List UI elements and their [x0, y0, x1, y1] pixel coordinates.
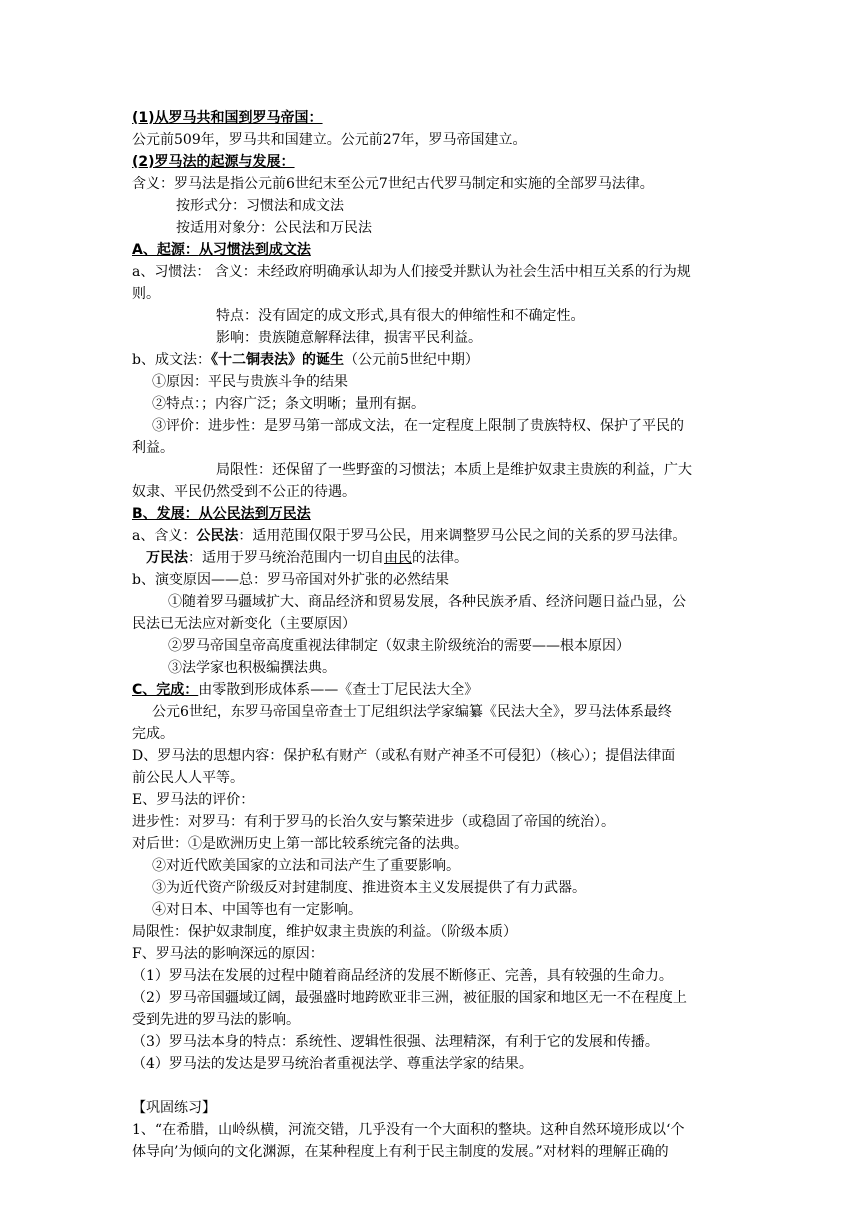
text-span: a、含义： [132, 528, 197, 544]
paragraph: 公元6世纪，东罗马帝国皇帝查士丁尼组织法学家编纂《民法大全》，罗马法体系最终 [152, 704, 672, 720]
paragraph: 局限性：还保留了一些野蛮的习惯法；本质上是维护奴隶主贵族的利益，广大 [216, 462, 692, 478]
question-text: 体导向’为倾向的文化渊源，在某种程度上有利于民主制度的发展。”对材料的理解正确的 [132, 1144, 669, 1160]
paragraph: b、演变原因——总：罗马帝国对外扩张的必然结果 [132, 572, 449, 588]
text-span: b、成文法： [132, 352, 211, 368]
text-span: 的法律。 [412, 550, 468, 566]
paragraph: ③法学家也积极编撰法典。 [168, 660, 336, 676]
paragraph: 按适用对象分：公民法和万民法 [176, 220, 372, 236]
paragraph-written-law [132, 349, 479, 371]
paragraph: F、罗马法的影响深远的原因： [132, 946, 324, 962]
paragraph: （4）罗马法的发达是罗马统治者重视法学、尊重法学家的结果。 [132, 1056, 533, 1072]
paragraph: D、罗马法的思想内容：保护私有财产（或私有财产神圣不可侵犯）（核心）；提倡法律面 [132, 748, 676, 764]
section-heading-rome: (1)从罗马共和国到罗马帝国： [132, 110, 323, 126]
subheading-completion [132, 679, 478, 701]
paragraph: 影响：贵族随意解释法律，损害平民利益。 [216, 330, 482, 346]
subheading-development [132, 503, 311, 525]
paragraph: ②特点：；内容广泛；条文明晰；量刑有据。 [152, 396, 425, 412]
paragraph: 按形式分：习惯法和成文法 [176, 198, 344, 214]
practice-heading: 【巩固练习】 [132, 1100, 216, 1116]
text-span: ：适用于罗马统治范围内一切自 [188, 550, 384, 566]
subheading-origin [132, 239, 311, 261]
subheading-text: 从公民法到万民法 [198, 506, 311, 522]
paragraph: 对后世：①是欧洲历史上第一部比较系统完备的法典。 [132, 836, 468, 852]
bold-span: 公民法 [196, 528, 239, 544]
paragraph: 利益。 [132, 440, 174, 456]
paragraph-gentium-law [146, 547, 468, 569]
paragraph: 民法已无法应对新变化（主要原因） [132, 616, 356, 632]
paragraph: ①原因：平民与贵族斗争的结果 [152, 374, 348, 390]
underlined-span: 由民 [384, 550, 412, 566]
text-span: （公元前5世纪中期） [343, 352, 479, 368]
paragraph: ②对近代欧美国家的立法和司法产生了重要影响。 [152, 858, 460, 874]
subheading-text: 由零散到形成体系——《查士丁尼民法大全》 [198, 682, 479, 698]
paragraph: （1）罗马法在发展的过程中随着商品经济的发展不断修正、完善，具有较强的生命力。 [132, 968, 673, 984]
paragraph: a、习惯法： 含义：未经政府明确承认却为人们接受并默认为社会生活中相互关系的行为规 [132, 264, 691, 280]
subheading-label: A、起源： [132, 242, 199, 258]
paragraph: ③为近代资产阶级反对封建制度、推进资本主义发展提供了有力武器。 [152, 880, 586, 896]
paragraph: 公元前509年，罗马共和国建立。公元前27年，罗马帝国建立。 [132, 132, 527, 148]
paragraph: 完成。 [132, 726, 174, 742]
paragraph: 奴隶、平民仍然受到不公正的待遇。 [132, 484, 356, 500]
paragraph: ②罗马帝国皇帝高度重视法律制定（奴隶主阶级统治的需要——根本原因） [168, 638, 630, 654]
paragraph: 进步性：对罗马：有利于罗马的长治久安与繁荣进步（或稳固了帝国的统治）。 [132, 814, 615, 830]
paragraph-civil-law [132, 525, 686, 547]
bold-span: 《十二铜表法》的诞生 [210, 352, 344, 368]
paragraph: （2）罗马帝国疆域辽阔，最强盛时地跨欧亚非三洲，被征服的国家和地区无一不在程度上 [132, 990, 687, 1006]
paragraph: 特点：没有固定的成文形式,具有很大的伸缩性和不确定性。 [216, 308, 585, 324]
paragraph: 受到先进的罗马法的影响。 [132, 1012, 300, 1028]
text-span: ：适用范围仅限于罗马公民，用来调整罗马公民之间的关系的罗马法律。 [238, 528, 687, 544]
paragraph: E、罗马法的评价： [132, 792, 255, 808]
section-heading-roman-law: (2)罗马法的起源与发展： [132, 154, 295, 170]
question-text: 1、“在希腊，山岭纵横，河流交错，几乎没有一个大面积的整块。这种自然环境形成以‘个 [132, 1122, 685, 1138]
subheading-text: 从习惯法到成文法 [198, 242, 311, 258]
subheading-label: B、发展： [132, 506, 199, 522]
bold-span: 万民法 [146, 550, 188, 566]
paragraph: ③评价：进步性：是罗马第一部成文法，在一定程度上限制了贵族特权、保护了平民的 [152, 418, 684, 434]
paragraph: 前公民人人平等。 [132, 770, 244, 786]
subheading-label: C、完成： [132, 682, 199, 698]
paragraph: ①随着罗马疆域扩大、商品经济和贸易发展，各种民族矛盾、经济问题日益凸显，公 [168, 594, 686, 610]
paragraph: ④对日本、中国等也有一定影响。 [152, 902, 362, 918]
paragraph: 含义：罗马法是指公元前6世纪末至公元7世纪古代罗马制定和实施的全部罗马法律。 [132, 176, 654, 192]
paragraph: （3）罗马法本身的特点：系统性、逻辑性很强、法理精深，有利于它的发展和传播。 [132, 1034, 659, 1050]
paragraph: 则。 [132, 286, 160, 302]
paragraph: 局限性：保护奴隶制度，维护奴隶主贵族的利益。（阶级本质） [132, 924, 517, 940]
